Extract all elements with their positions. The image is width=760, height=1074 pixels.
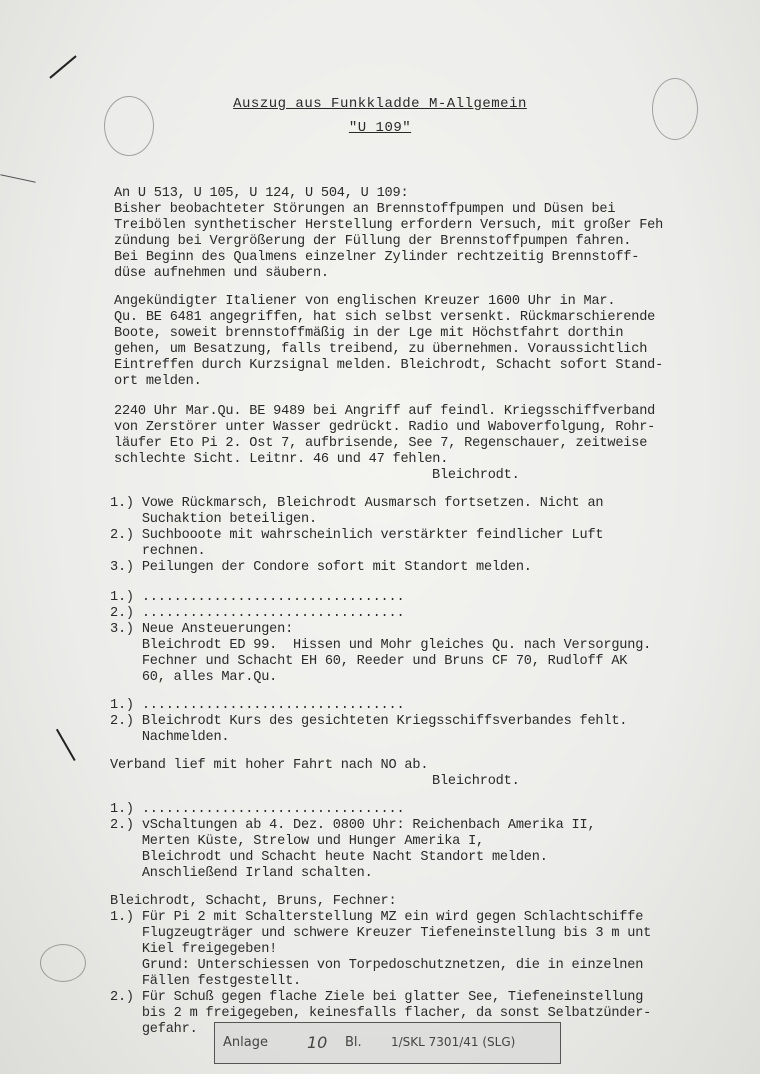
text-line: schlechte Sicht. Leitnr. 46 und 47 fehlen.	[114, 452, 449, 467]
document-title: Auszug aus Funkkladde M-Allgemein	[233, 96, 527, 112]
list-item: 2.) vSchaltungen ab 4. Dez. 0800 Uhr: Reichenbach Amerika II,	[110, 818, 596, 833]
list-item: gefahr.	[110, 1022, 198, 1037]
text-line: läufer Eto Pi 2. Ost 7, aufbrisende, See 7, Regenschauer, zeitweise	[114, 436, 648, 451]
list-item: Bleichrodt und Schacht heute Nacht Standort melden.	[110, 850, 548, 865]
text-line: zündung bei Vergrößerung der Füllung der Brennstoffpumpen fahren.	[114, 234, 632, 249]
text-line: Angekündigter Italiener von englischen Kreuzer 1600 Uhr in Mar.	[114, 294, 616, 309]
list-item: 3.) Neue Ansteuerungen:	[110, 622, 294, 637]
list-item: Flugzeugträger und schwere Kreuzer Tiefeneinstellung bis 3 m unt	[110, 926, 652, 941]
text-line: ort melden.	[114, 374, 202, 389]
list-item: 1.) Für Pi 2 mit Schalterstellung MZ ein wird gegen Schlachtschiffe	[110, 910, 644, 925]
list-item: Anschließend Irland schalten.	[110, 866, 373, 881]
list-item: Merten Küste, Strelow und Hunger Amerika I,	[110, 834, 485, 849]
list-item: Nachmelden.	[110, 730, 230, 745]
text-line: gehen, um Besatzung, falls treibend, zu übernehmen. Voraussichtlich	[114, 342, 648, 357]
stamp-label: Anlage	[223, 1035, 268, 1050]
list-item: 1.) .................................	[110, 802, 405, 817]
scribble-mark	[40, 944, 86, 982]
list-item: 60, alles Mar.Qu.	[110, 670, 278, 685]
list-item: 2.) Suchbooote mit wahrscheinlich verstärkter feindlicher Luft	[110, 528, 604, 543]
text-line: Boote, soweit brennstoffmäßig in der Lge mit Höchstfahrt dorthin	[114, 326, 624, 341]
list-item: 2.) Bleichrodt Kurs des gesichteten Kriegsschiffsverbandes fehlt.	[110, 714, 628, 729]
text-line: düse aufnehmen und säubern.	[114, 266, 329, 281]
list-item: Grund: Unterschiessen von Torpedoschutznetzen, die in einzelnen	[110, 958, 644, 973]
stamp-reference: 1/SKL 7301/41 (SLG)	[391, 1035, 516, 1049]
text-line: Treibölen synthetischer Herstellung erfordern Versuch, mit großer Feh	[114, 218, 664, 233]
text-line: Bisher beobachteter Störungen an Brennstoffpumpen und Düsen bei	[114, 202, 616, 217]
list-item: 1.) Vowe Rückmarsch, Bleichrodt Ausmarsch fortsetzen. Nicht an	[110, 496, 604, 511]
list-item: rechnen.	[110, 544, 206, 559]
signature-line: Bleichrodt.	[432, 468, 520, 483]
archive-stamp	[214, 1022, 561, 1064]
list-item: 2.) Für Schuß gegen flache Ziele bei glatter See, Tiefeneinstellung	[110, 990, 644, 1005]
text-line: Bei Beginn des Qualmens einzelner Zylinder rechtzeitig Brennstoff-	[114, 250, 640, 265]
list-item: Suchaktion beteiligen.	[110, 512, 317, 527]
stamp-sheet: Bl.	[345, 1035, 362, 1050]
text-line: 2240 Uhr Mar.Qu. BE 9489 bei Angriff auf feindl. Kriegsschiffverband	[114, 404, 656, 419]
addressee-line: An U 513, U 105, U 124, U 504, U 109:	[114, 186, 409, 201]
text-line: Eintreffen durch Kurzsignal melden. Bleichrodt, Schacht sofort Stand-	[114, 358, 664, 373]
group-heading: Bleichrodt, Schacht, Bruns, Fechner:	[110, 894, 397, 909]
pen-stroke-mark	[49, 55, 76, 78]
list-item: 2.) .................................	[110, 606, 405, 621]
document-subtitle: "U 109"	[348, 120, 412, 136]
stamp-number: 10	[307, 1033, 328, 1052]
pen-stroke-mark	[56, 729, 75, 761]
pen-stroke-mark	[0, 174, 35, 183]
text-line: Qu. BE 6481 angegriffen, hat sich selbst versenkt. Rückmarschierende	[114, 310, 656, 325]
list-item: 1.) .................................	[110, 590, 405, 605]
list-item: Fechner und Schacht EH 60, Reeder und Bruns CF 70, Rudloff AK	[110, 654, 628, 669]
list-item: Bleichrodt ED 99. Hissen und Mohr gleiches Qu. nach Versorgung.	[110, 638, 652, 653]
list-item: bis 2 m freigegeben, keinesfalls flacher, da sonst Selbatzünder-	[110, 1006, 652, 1021]
list-item: 1.) .................................	[110, 698, 405, 713]
list-item: Kiel freigegeben!	[110, 942, 278, 957]
list-item: 3.) Peilungen der Condore sofort mit Standort melden.	[110, 560, 532, 575]
text-line: von Zerstörer unter Wasser gedrückt. Radio und Waboverfolgung, Rohr-	[114, 420, 656, 435]
text-line: Verband lief mit hoher Fahrt nach NO ab.	[110, 758, 429, 773]
signature-line: Bleichrodt.	[432, 774, 520, 789]
list-item: Fällen festgestellt.	[110, 974, 301, 989]
